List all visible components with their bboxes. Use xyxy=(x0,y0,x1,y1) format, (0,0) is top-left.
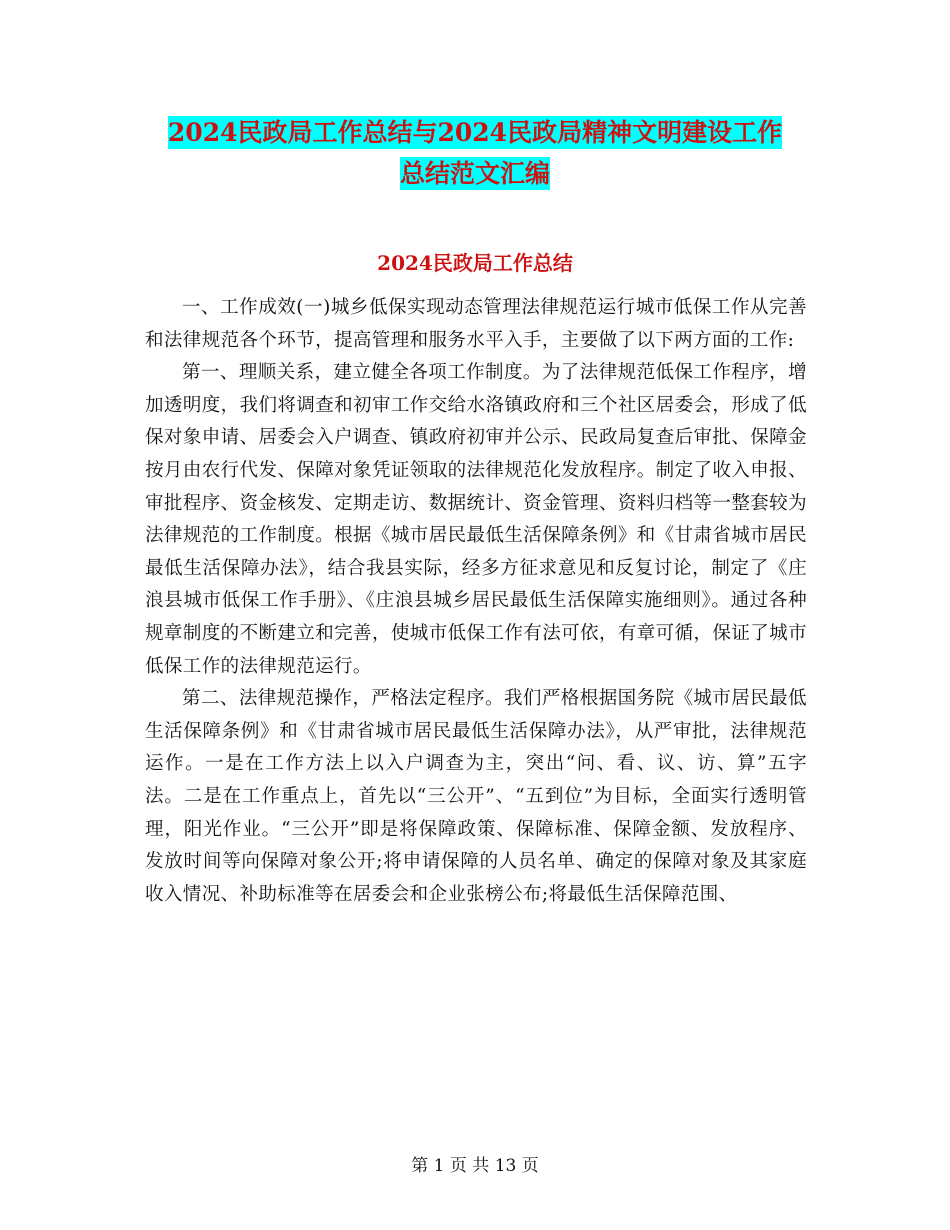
document-title xyxy=(0,112,950,194)
document-title-line-2: 总结范文汇编 xyxy=(399,159,550,188)
body-paragraph: 一、工作成效(一)城乡低保实现动态管理法律规范运行城市低保工作从完善和法律规范各个环节，提高管理和服务水平入手，主要做了以下两方面的工作: xyxy=(145,297,807,351)
section-heading: 2024民政局工作总结 xyxy=(377,251,573,275)
page-footer: 第 1 页 共 13 页 xyxy=(411,1156,539,1176)
body-paragraph: 第一、理顺关系，建立健全各项工作制度。为了法律规范低保工作程序，增加透明度，我们将调查和初审工作交给水洛镇政府和三个社区居委会，形成了低保对象申请、居委会入户调查、镇政府初审并公示、民政局复查后审批、保障金按月由农行代发、保障对象凭证领取的法律规范化发放程序。制定了收入申报、审批程序、资金核发、定期走访、数据统计、资金管理、资料归档等一整套较为法律规范的工作制度。根据《城市居民最低生活保障条例》和《甘肃省城市居民最低生活保障办法》，结合我县实际，经多方征求意见和反复讨论，制定了《庄浪县城市低保工作手册》、《庄浪县城乡居民最低生活保障实施细则》。通过各种规章制度的不断建立和完善，使城市低保工作有法可依，有章可循，保证了城市低保工作的法律规范运行。 xyxy=(145,362,807,677)
document-title-line-1: 2024民政局工作总结与2024民政局精神文明建设工作 xyxy=(167,118,783,147)
body-paragraph: 第二、法律规范操作，严格法定程序。我们严格根据国务院《城市居民最低生活保障条例》和《甘肃省城市居民最低生活保障办法》，从严审批，法律规范运作。一是在工作方法上以入户调查为主，突出“问、看、议、访、算”五字法。二是在工作重点上，首先以“三公开”、“五到位”为目标，全面实行透明管理，阳光作业。“三公开”即是将保障政策、保障标准、保障金额、发放程序、发放时间等向保障对象公开;将申请保障的人员名单、确定的保障对象及其家庭收入情况、补助标准等在居委会和企业张榜公布;将最低生活保障范围、 xyxy=(145,688,807,905)
document-body xyxy=(145,292,807,911)
